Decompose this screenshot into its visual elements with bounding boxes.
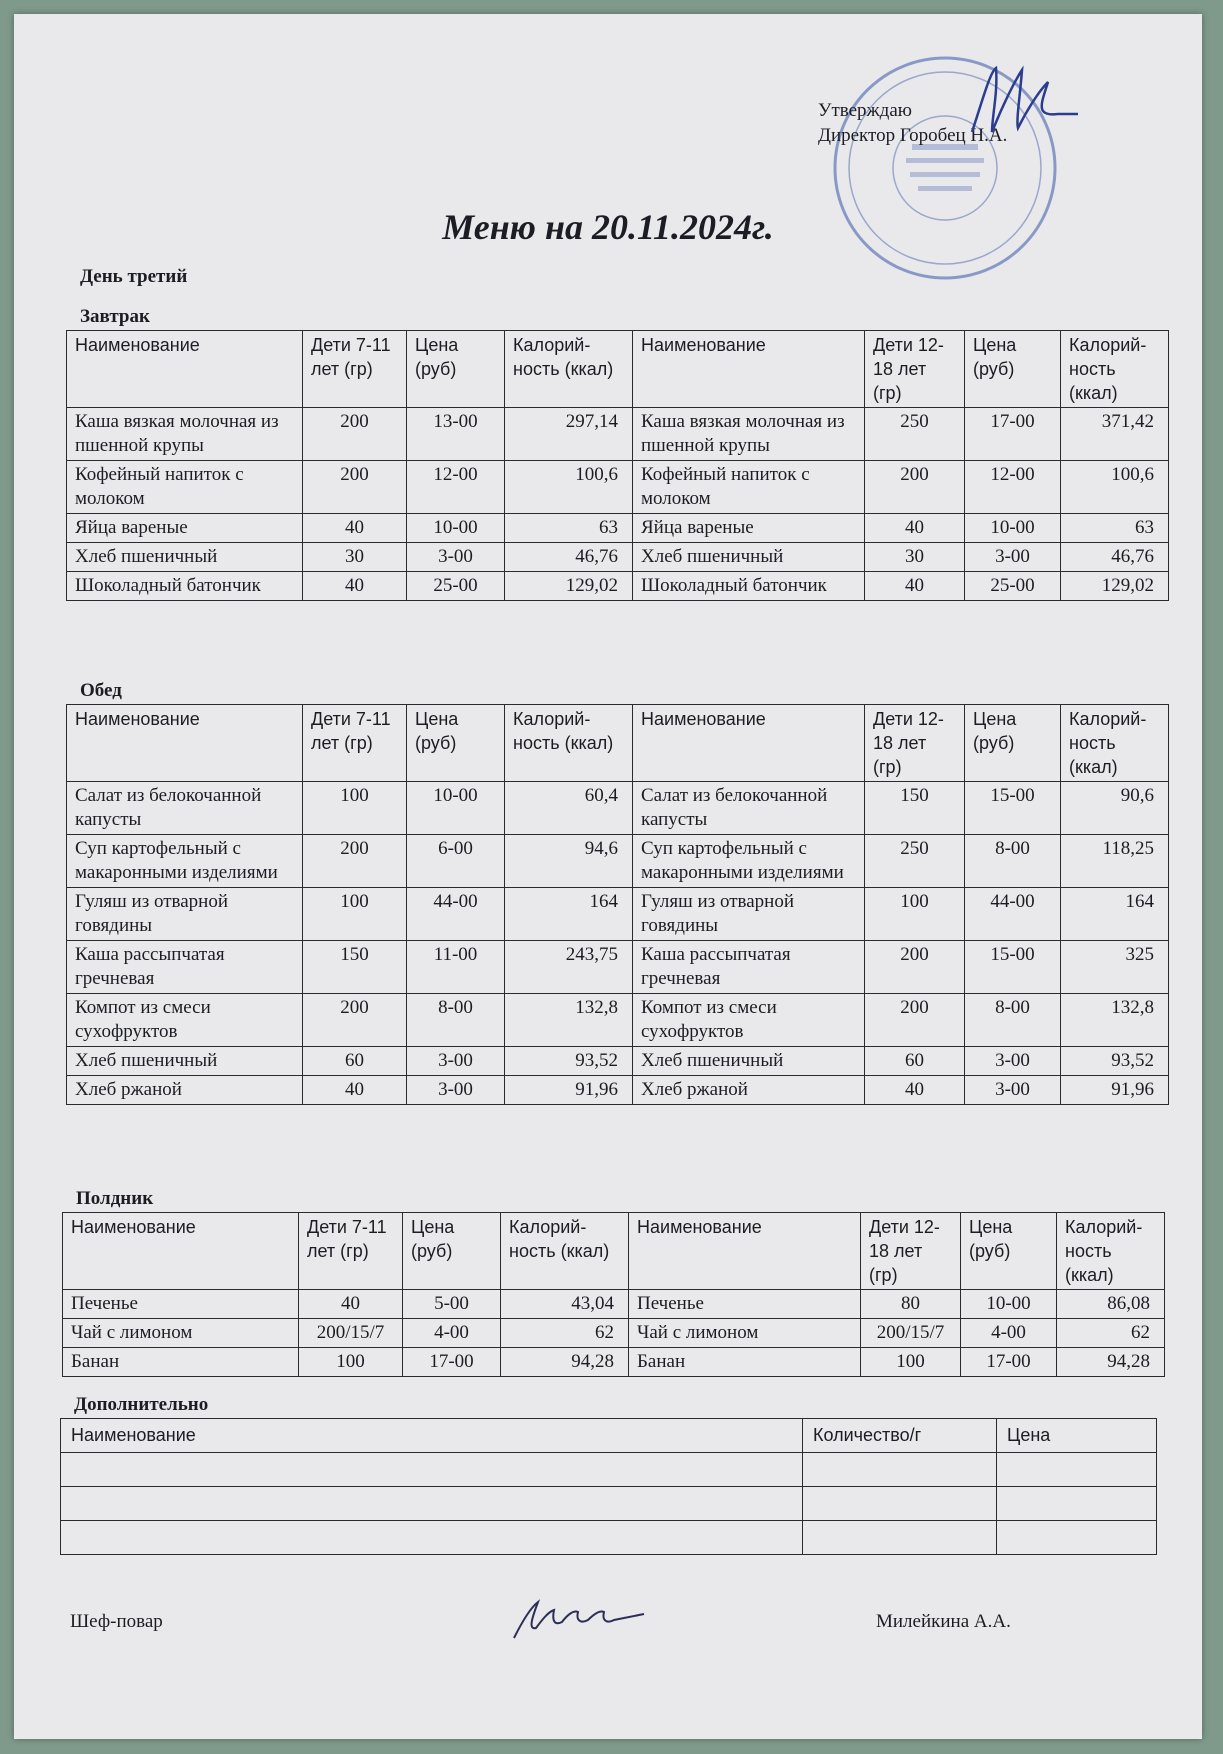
table-row	[67, 572, 1169, 601]
cell-g-older: 200	[865, 941, 965, 994]
cell-name-younger: Суп картофельный с макаронными изделиями	[67, 835, 303, 888]
extra-col-name: Наименование	[61, 1419, 803, 1453]
approval-director: Директор Горобец Н.А.	[818, 125, 1008, 146]
cell-kcal-older: 129,02	[1061, 572, 1169, 601]
cell-name-older: Хлеб ржаной	[633, 1076, 865, 1105]
cell-kcal-older: 100,6	[1061, 461, 1169, 514]
cell-g-younger: 200	[303, 461, 407, 514]
cell-price-younger: 44-00	[407, 888, 505, 941]
cell-g-younger: 30	[303, 543, 407, 572]
cell-g-older: 200	[865, 994, 965, 1047]
day-label: День третий	[80, 266, 188, 287]
column-header-kcal-younger: Калорий-ность (ккал)	[505, 705, 633, 782]
column-header-kcal-younger: Калорий-ность (ккал)	[501, 1213, 629, 1290]
extra-empty-row	[61, 1453, 1157, 1487]
extra-cell-price	[997, 1487, 1157, 1521]
cell-price-older: 15-00	[965, 941, 1061, 994]
cell-name-older: Шоколадный батончик	[633, 572, 865, 601]
cell-kcal-younger: 132,8	[505, 994, 633, 1047]
column-header-price-younger: Цена (руб)	[407, 705, 505, 782]
cell-g-younger: 100	[303, 888, 407, 941]
cell-kcal-younger: 94,6	[505, 835, 633, 888]
cell-g-older: 200	[865, 461, 965, 514]
cell-price-younger: 11-00	[407, 941, 505, 994]
cell-g-younger: 40	[299, 1290, 403, 1319]
section-label-snack: Полдник	[76, 1188, 154, 1209]
extra-empty-row	[61, 1521, 1157, 1555]
cell-g-older: 60	[865, 1047, 965, 1076]
cell-kcal-younger: 164	[505, 888, 633, 941]
table-header-row	[67, 331, 1169, 408]
column-header-kids12-older: Дети 12-18 лет (гр)	[865, 705, 965, 782]
cell-g-younger: 60	[303, 1047, 407, 1076]
table-row	[63, 1348, 1165, 1377]
extra-cell-price	[997, 1453, 1157, 1487]
cell-name-older: Чай с лимоном	[629, 1319, 861, 1348]
column-header-price-younger: Цена (руб)	[407, 331, 505, 408]
cell-g-older: 80	[861, 1290, 961, 1319]
table-row	[63, 1290, 1165, 1319]
cell-g-older: 250	[865, 835, 965, 888]
cell-g-older: 200/15/7	[861, 1319, 961, 1348]
extra-cell-price	[997, 1521, 1157, 1555]
cell-g-older: 150	[865, 782, 965, 835]
cell-name-older: Кофейный напиток с молоком	[633, 461, 865, 514]
approval-line: Утверждаю	[818, 100, 912, 121]
cell-name-younger: Каша рассыпчатая гречневая	[67, 941, 303, 994]
table-row	[67, 888, 1169, 941]
cell-kcal-younger: 46,76	[505, 543, 633, 572]
cell-name-younger: Хлеб пшеничный	[67, 1047, 303, 1076]
cell-price-younger: 25-00	[407, 572, 505, 601]
column-header-name-older: Наименование	[629, 1213, 861, 1290]
cell-name-younger: Каша вязкая молочная из пшенной крупы	[67, 408, 303, 461]
cell-kcal-older: 86,08	[1057, 1290, 1165, 1319]
cell-price-younger: 8-00	[407, 994, 505, 1047]
cell-g-younger: 200	[303, 408, 407, 461]
column-header-kcal-older: Калорий-ность (ккал)	[1057, 1213, 1165, 1290]
cell-g-older: 100	[861, 1348, 961, 1377]
footer-role: Шеф-повар	[70, 1611, 163, 1632]
table-row	[67, 408, 1169, 461]
cell-price-older: 3-00	[965, 1076, 1061, 1105]
cell-price-younger: 6-00	[407, 835, 505, 888]
cell-price-younger: 3-00	[407, 1076, 505, 1105]
column-header-name-older: Наименование	[633, 331, 865, 408]
cell-name-older: Каша рассыпчатая гречневая	[633, 941, 865, 994]
cell-g-older: 40	[865, 1076, 965, 1105]
column-header-price-older: Цена (руб)	[965, 705, 1061, 782]
cell-name-younger: Хлеб пшеничный	[67, 543, 303, 572]
column-header-price-older: Цена (руб)	[965, 331, 1061, 408]
column-header-price-older: Цена (руб)	[961, 1213, 1057, 1290]
cell-price-younger: 3-00	[407, 543, 505, 572]
cell-name-younger: Хлеб ржаной	[67, 1076, 303, 1105]
cell-kcal-younger: 129,02	[505, 572, 633, 601]
cell-name-older: Гуляш из отварной говядины	[633, 888, 865, 941]
page-title: Меню на 20.11.2024г.	[442, 207, 774, 247]
extra-cell-name	[61, 1521, 803, 1555]
cell-price-older: 8-00	[965, 994, 1061, 1047]
column-header-price-younger: Цена (руб)	[403, 1213, 501, 1290]
cell-kcal-older: 325	[1061, 941, 1169, 994]
cell-price-older: 10-00	[961, 1290, 1057, 1319]
footer-name: Милейкина А.А.	[876, 1611, 1011, 1632]
cell-g-younger: 40	[303, 1076, 407, 1105]
cell-price-older: 17-00	[961, 1348, 1057, 1377]
cell-kcal-older: 93,52	[1061, 1047, 1169, 1076]
table-row	[67, 782, 1169, 835]
cell-g-younger: 100	[303, 782, 407, 835]
cell-name-older: Яйца вареные	[633, 514, 865, 543]
table-row	[67, 994, 1169, 1047]
cell-price-younger: 4-00	[403, 1319, 501, 1348]
extra-header-row	[61, 1419, 1157, 1453]
cell-kcal-younger: 94,28	[501, 1348, 629, 1377]
extra-cell-name	[61, 1487, 803, 1521]
cell-kcal-older: 94,28	[1057, 1348, 1165, 1377]
column-header-name-younger: Наименование	[67, 705, 303, 782]
cell-price-younger: 3-00	[407, 1047, 505, 1076]
cell-kcal-younger: 297,14	[505, 408, 633, 461]
cell-price-older: 4-00	[961, 1319, 1057, 1348]
table-row	[63, 1319, 1165, 1348]
cell-kcal-younger: 243,75	[505, 941, 633, 994]
cell-name-younger: Печенье	[63, 1290, 299, 1319]
cell-g-younger: 40	[303, 572, 407, 601]
cell-g-younger: 40	[303, 514, 407, 543]
cell-kcal-younger: 93,52	[505, 1047, 633, 1076]
column-header-kcal-younger: Калорий-ность (ккал)	[505, 331, 633, 408]
breakfast-table	[66, 330, 1169, 601]
extra-table	[60, 1418, 1157, 1555]
section-label-breakfast: Завтрак	[80, 306, 150, 327]
cell-price-younger: 10-00	[407, 782, 505, 835]
column-header-kids12-older: Дети 12-18 лет (гр)	[861, 1213, 961, 1290]
cell-kcal-younger: 100,6	[505, 461, 633, 514]
cell-kcal-older: 132,8	[1061, 994, 1169, 1047]
cell-price-younger: 13-00	[407, 408, 505, 461]
cell-kcal-younger: 60,4	[505, 782, 633, 835]
table-row	[67, 514, 1169, 543]
cell-kcal-younger: 43,04	[501, 1290, 629, 1319]
cell-price-younger: 17-00	[403, 1348, 501, 1377]
cell-g-older: 100	[865, 888, 965, 941]
cell-kcal-older: 371,42	[1061, 408, 1169, 461]
column-header-kcal-older: Калорий-ность (ккал)	[1061, 331, 1169, 408]
cell-name-younger: Яйца вареные	[67, 514, 303, 543]
table-row	[67, 1047, 1169, 1076]
director-signature	[962, 62, 1082, 142]
cell-price-older: 12-00	[965, 461, 1061, 514]
cell-name-younger: Банан	[63, 1348, 299, 1377]
column-header-kids7-younger: Дети 7-11 лет (гр)	[303, 705, 407, 782]
cell-name-older: Салат из белокочанной капусты	[633, 782, 865, 835]
table-row	[67, 835, 1169, 888]
column-header-kcal-older: Калорий-ность (ккал)	[1061, 705, 1169, 782]
cell-name-younger: Шоколадный батончик	[67, 572, 303, 601]
column-header-kids7-younger: Дети 7-11 лет (гр)	[303, 331, 407, 408]
cell-kcal-younger: 91,96	[505, 1076, 633, 1105]
cell-name-younger: Салат из белокочанной капусты	[67, 782, 303, 835]
cell-price-older: 25-00	[965, 572, 1061, 601]
cell-price-younger: 5-00	[403, 1290, 501, 1319]
section-label-lunch: Обед	[80, 680, 122, 701]
cell-price-older: 3-00	[965, 1047, 1061, 1076]
cell-g-younger: 200	[303, 994, 407, 1047]
cell-kcal-older: 91,96	[1061, 1076, 1169, 1105]
menu-page	[14, 14, 1202, 1739]
cell-kcal-older: 63	[1061, 514, 1169, 543]
cell-price-older: 10-00	[965, 514, 1061, 543]
lunch-table	[66, 704, 1169, 1105]
cell-name-younger: Гуляш из отварной говядины	[67, 888, 303, 941]
section-label-extra: Дополнительно	[74, 1394, 209, 1415]
cell-price-older: 15-00	[965, 782, 1061, 835]
cell-g-younger: 100	[299, 1348, 403, 1377]
cell-g-older: 250	[865, 408, 965, 461]
table-row	[67, 941, 1169, 994]
cell-kcal-younger: 63	[505, 514, 633, 543]
snack-table	[62, 1212, 1165, 1377]
cell-price-younger: 10-00	[407, 514, 505, 543]
table-row	[67, 1076, 1169, 1105]
table-header-row	[67, 705, 1169, 782]
extra-cell-qty	[803, 1453, 997, 1487]
extra-empty-row	[61, 1487, 1157, 1521]
cell-name-older: Хлеб пшеничный	[633, 543, 865, 572]
cell-g-younger: 150	[303, 941, 407, 994]
table-row	[67, 543, 1169, 572]
cell-kcal-older: 62	[1057, 1319, 1165, 1348]
cell-name-older: Печенье	[629, 1290, 861, 1319]
cell-name-younger: Компот из смеси сухофруктов	[67, 994, 303, 1047]
cell-kcal-older: 164	[1061, 888, 1169, 941]
extra-cell-name	[61, 1453, 803, 1487]
extra-col-qty: Количество/г	[803, 1419, 997, 1453]
cell-name-older: Суп картофельный с макаронными изделиями	[633, 835, 865, 888]
cell-name-younger: Чай с лимоном	[63, 1319, 299, 1348]
cell-g-younger: 200	[303, 835, 407, 888]
cell-g-older: 40	[865, 572, 965, 601]
cell-kcal-younger: 62	[501, 1319, 629, 1348]
table-row	[67, 461, 1169, 514]
extra-cell-qty	[803, 1521, 997, 1555]
column-header-name-younger: Наименование	[67, 331, 303, 408]
cell-name-older: Банан	[629, 1348, 861, 1377]
column-header-name-younger: Наименование	[63, 1213, 299, 1290]
cell-kcal-older: 90,6	[1061, 782, 1169, 835]
table-header-row	[63, 1213, 1165, 1290]
extra-cell-qty	[803, 1487, 997, 1521]
cell-g-older: 40	[865, 514, 965, 543]
cell-kcal-older: 118,25	[1061, 835, 1169, 888]
chef-signature	[508, 1594, 648, 1644]
cell-g-younger: 200/15/7	[299, 1319, 403, 1348]
cell-name-older: Компот из смеси сухофруктов	[633, 994, 865, 1047]
cell-name-older: Хлеб пшеничный	[633, 1047, 865, 1076]
cell-price-older: 3-00	[965, 543, 1061, 572]
cell-price-younger: 12-00	[407, 461, 505, 514]
cell-g-older: 30	[865, 543, 965, 572]
extra-col-price: Цена	[997, 1419, 1157, 1453]
cell-name-older: Каша вязкая молочная из пшенной крупы	[633, 408, 865, 461]
column-header-kids12-older: Дети 12-18 лет (гр)	[865, 331, 965, 408]
column-header-name-older: Наименование	[633, 705, 865, 782]
cell-price-older: 17-00	[965, 408, 1061, 461]
cell-kcal-older: 46,76	[1061, 543, 1169, 572]
column-header-kids7-younger: Дети 7-11 лет (гр)	[299, 1213, 403, 1290]
cell-name-younger: Кофейный напиток с молоком	[67, 461, 303, 514]
cell-price-older: 44-00	[965, 888, 1061, 941]
cell-price-older: 8-00	[965, 835, 1061, 888]
